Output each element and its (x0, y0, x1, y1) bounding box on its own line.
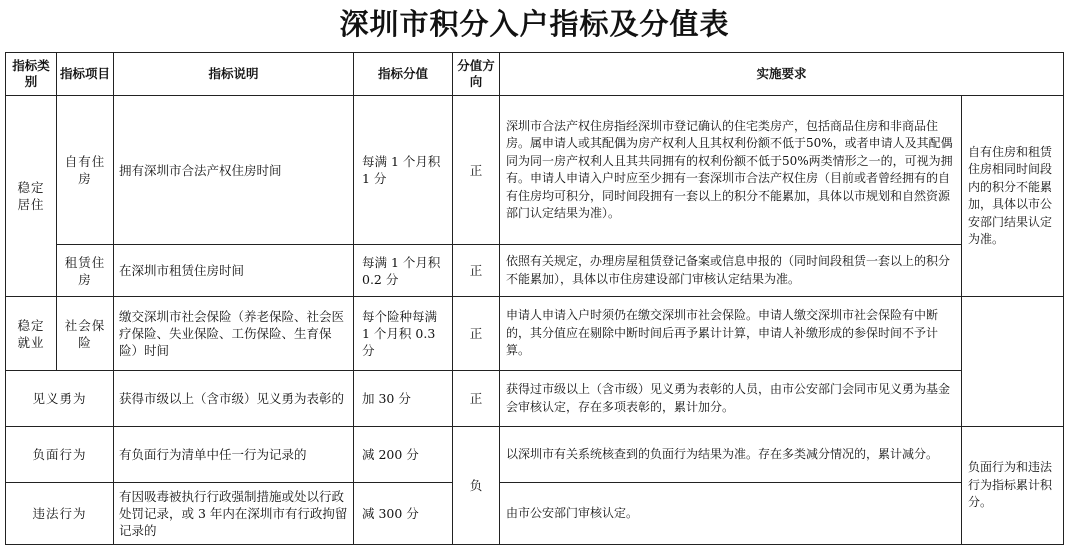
category-stable-residence: 稳定居住 (6, 96, 57, 297)
item-social-insurance: 社会保险 (57, 297, 114, 371)
score-illegal: 减 300 分 (354, 483, 453, 545)
description-negative: 有负面行为清单中任一行为记录的 (114, 427, 354, 483)
score-social-insurance: 每个险种每满 1 个月积 0.3 分 (354, 297, 453, 371)
direction-bravery: 正 (453, 371, 500, 427)
header-requirement: 实施要求 (500, 53, 1064, 96)
category-illegal: 违法行为 (6, 483, 114, 545)
description-social-insurance: 缴交深圳市社会保险（养老保险、社会医疗保险、失业保险、工伤保险、生育保险）时间 (114, 297, 354, 371)
requirement-illegal: 由市公安部门审核认定。 (500, 483, 962, 545)
table-row (6, 297, 1064, 371)
score-negative: 减 200 分 (354, 427, 453, 483)
table-row (6, 483, 1064, 545)
requirement-own-house: 深圳市合法产权住房指经深圳市登记确认的住宅类房产，包括商品住房和非商品住房。属申请人或其配偶为房产权利人且其权利份额不低于50%，或者申请人及其配偶同为同一房产权利人且其共同拥有的权利份额不低于50%两类情形之一的，可视为拥有。申请人申请入户时应至少拥有一套深圳市合法产权住房（目前或者曾经拥有的自有住房均可积分，同时间段拥有一套以上的积分不能累加，具体以市规划和自然资源部门认定结果为准）。 (500, 96, 962, 245)
table-row (6, 427, 1064, 483)
header-direction: 分值方向 (453, 53, 500, 96)
description-illegal: 有因吸毒被执行行政强制措施或处以行政处罚记录，或 3 年内在深圳市有行政拘留记录的 (114, 483, 354, 545)
item-rent-house: 租赁住房 (57, 245, 114, 297)
category-stable-employment: 稳定就业 (6, 297, 57, 371)
note-residence: 自有住房和租赁住房相同时间段内的积分不能累加，具体以市公安部门结果认定为准。 (962, 96, 1064, 297)
table-row (6, 245, 1064, 297)
direction-social-insurance: 正 (453, 297, 500, 371)
description-bravery: 获得市级以上（含市级）见义勇为表彰的 (114, 371, 354, 427)
header-score: 指标分值 (354, 53, 453, 96)
direction-negative: 负 (453, 427, 500, 545)
header-category: 指标类别 (6, 53, 57, 96)
score-bravery: 加 30 分 (354, 371, 453, 427)
note-negative: 负面行为和违法行为指标累计积分。 (962, 427, 1064, 545)
description-own-house: 拥有深圳市合法产权住房时间 (114, 96, 354, 245)
score-rent-house: 每满 1 个月积 0.2 分 (354, 245, 453, 297)
header-item: 指标项目 (57, 53, 114, 96)
category-negative: 负面行为 (6, 427, 114, 483)
note-empty (962, 297, 1064, 427)
score-table (5, 52, 1064, 545)
category-bravery: 见义勇为 (6, 371, 114, 427)
item-own-house: 自有住房 (57, 96, 114, 245)
description-rent-house: 在深圳市租赁住房时间 (114, 245, 354, 297)
table-row (6, 96, 1064, 245)
direction-own-house: 正 (453, 96, 500, 245)
requirement-negative: 以深圳市有关系统核查到的负面行为结果为准。存在多类减分情况的，累计减分。 (500, 427, 962, 483)
requirement-social-insurance: 申请人申请入户时须仍在缴交深圳市社会保险。申请人缴交深圳市社会保险有中断的，其分值应在剔除中断时间后再予累计计算，申请人补缴形成的参保时间不予计算。 (500, 297, 962, 371)
requirement-rent-house: 依照有关规定，办理房屋租赁登记备案或信息申报的（同时间段租赁一套以上的积分不能累加），具体以市住房建设部门审核认定结果为准。 (500, 245, 962, 297)
score-own-house: 每满 1 个月积 1 分 (354, 96, 453, 245)
table-header-row (6, 53, 1064, 96)
header-description: 指标说明 (114, 53, 354, 96)
page-title: 深圳市积分入户指标及分值表 (339, 7, 730, 41)
table-row (6, 371, 1064, 427)
requirement-bravery: 获得过市级以上（含市级）见义勇为表彰的人员，由市公安部门会同市见义勇为基金会审核认定，存在多项表彰的，累计加分。 (500, 371, 962, 427)
direction-rent-house: 正 (453, 245, 500, 297)
